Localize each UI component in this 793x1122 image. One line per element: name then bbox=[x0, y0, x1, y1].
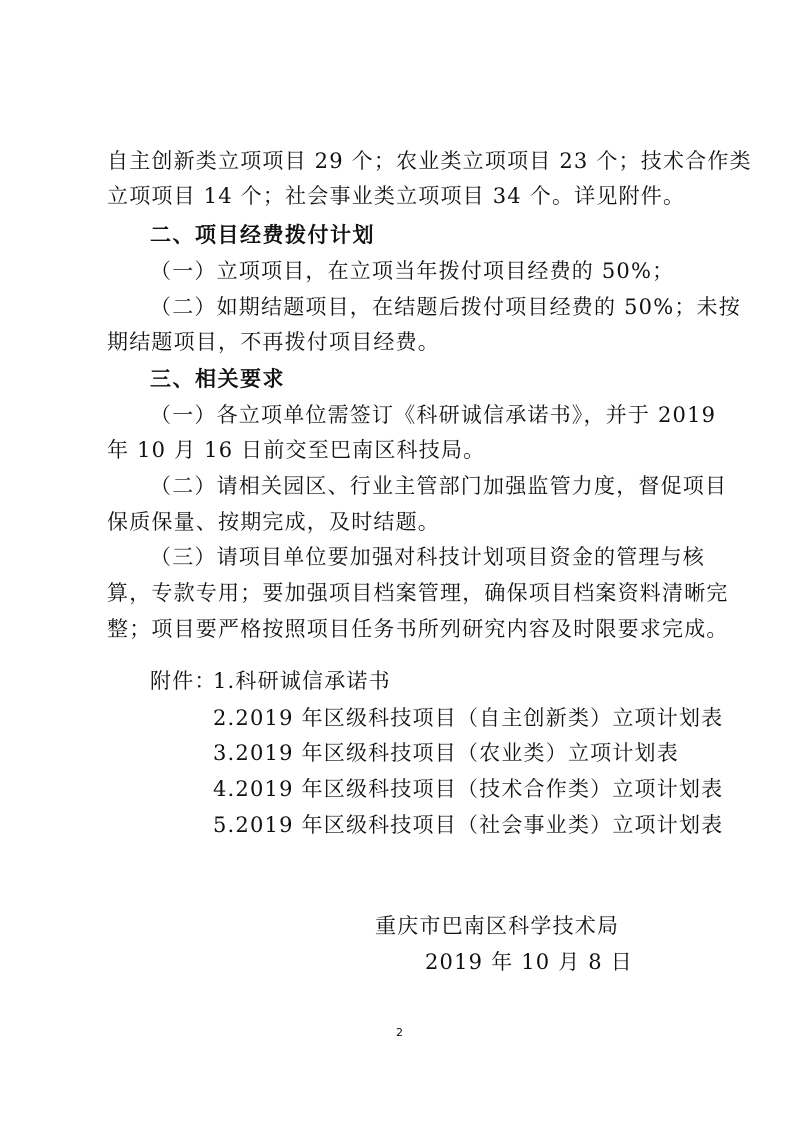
paragraph-line: 整；项目要严格按照项目任务书所列研究内容及时限要求完成。 bbox=[107, 617, 729, 641]
section-heading: 三、相关要求 bbox=[150, 367, 285, 391]
paragraph-line: （二）请相关园区、行业主管部门加强监管力度，督促项目 bbox=[150, 474, 728, 498]
paragraph-line: （一）各立项单位需签订《科研诚信承诺书》，并于 2019 bbox=[150, 403, 717, 427]
signature-date: 2019 年 10 月 8 日 bbox=[425, 950, 633, 974]
paragraph-line: 算，专款专用；要加强项目档案管理，确保项目档案资料清晰完 bbox=[107, 581, 729, 605]
attachment-item: 5.2019 年区级科技项目（社会事业类）立项计划表 bbox=[213, 813, 724, 837]
paragraph-line: 自主创新类立项项目 29 个；农业类立项项目 23 个；技术合作类 bbox=[107, 149, 752, 173]
attachments-label: 附件： bbox=[150, 669, 217, 693]
paragraph-line: 年 10 月 16 日前交至巴南区科技局。 bbox=[107, 438, 486, 462]
page-number: 2 bbox=[396, 1026, 403, 1039]
attachment-item: 4.2019 年区级科技项目（技术合作类）立项计划表 bbox=[213, 777, 724, 801]
paragraph-line: 保质保量、按期完成，及时结题。 bbox=[107, 510, 440, 534]
paragraph-line: （二）如期结题项目，在结题后拨付项目经费的 50%；未按 bbox=[150, 295, 741, 319]
signature-organization: 重庆市巴南区科学技术局 bbox=[375, 914, 620, 938]
attachment-item: 3.2019 年区级科技项目（农业类）立项计划表 bbox=[213, 741, 679, 765]
attachment-item: 2.2019 年区级科技项目（自主创新类）立项计划表 bbox=[213, 706, 724, 730]
paragraph-line: 期结题项目，不再拨付项目经费。 bbox=[107, 330, 440, 354]
paragraph-line: 立项项目 14 个；社会事业类立项项目 34 个。详见附件。 bbox=[107, 184, 686, 208]
section-heading: 二、项目经费拨付计划 bbox=[150, 223, 375, 247]
paragraph-line: （一）立项项目，在立项当年拨付项目经费的 50%； bbox=[150, 259, 675, 283]
attachment-item: 1.科研诚信承诺书 bbox=[213, 669, 391, 693]
paragraph-line: （三）请项目单位要加强对科技计划项目资金的管理与核 bbox=[150, 545, 705, 569]
